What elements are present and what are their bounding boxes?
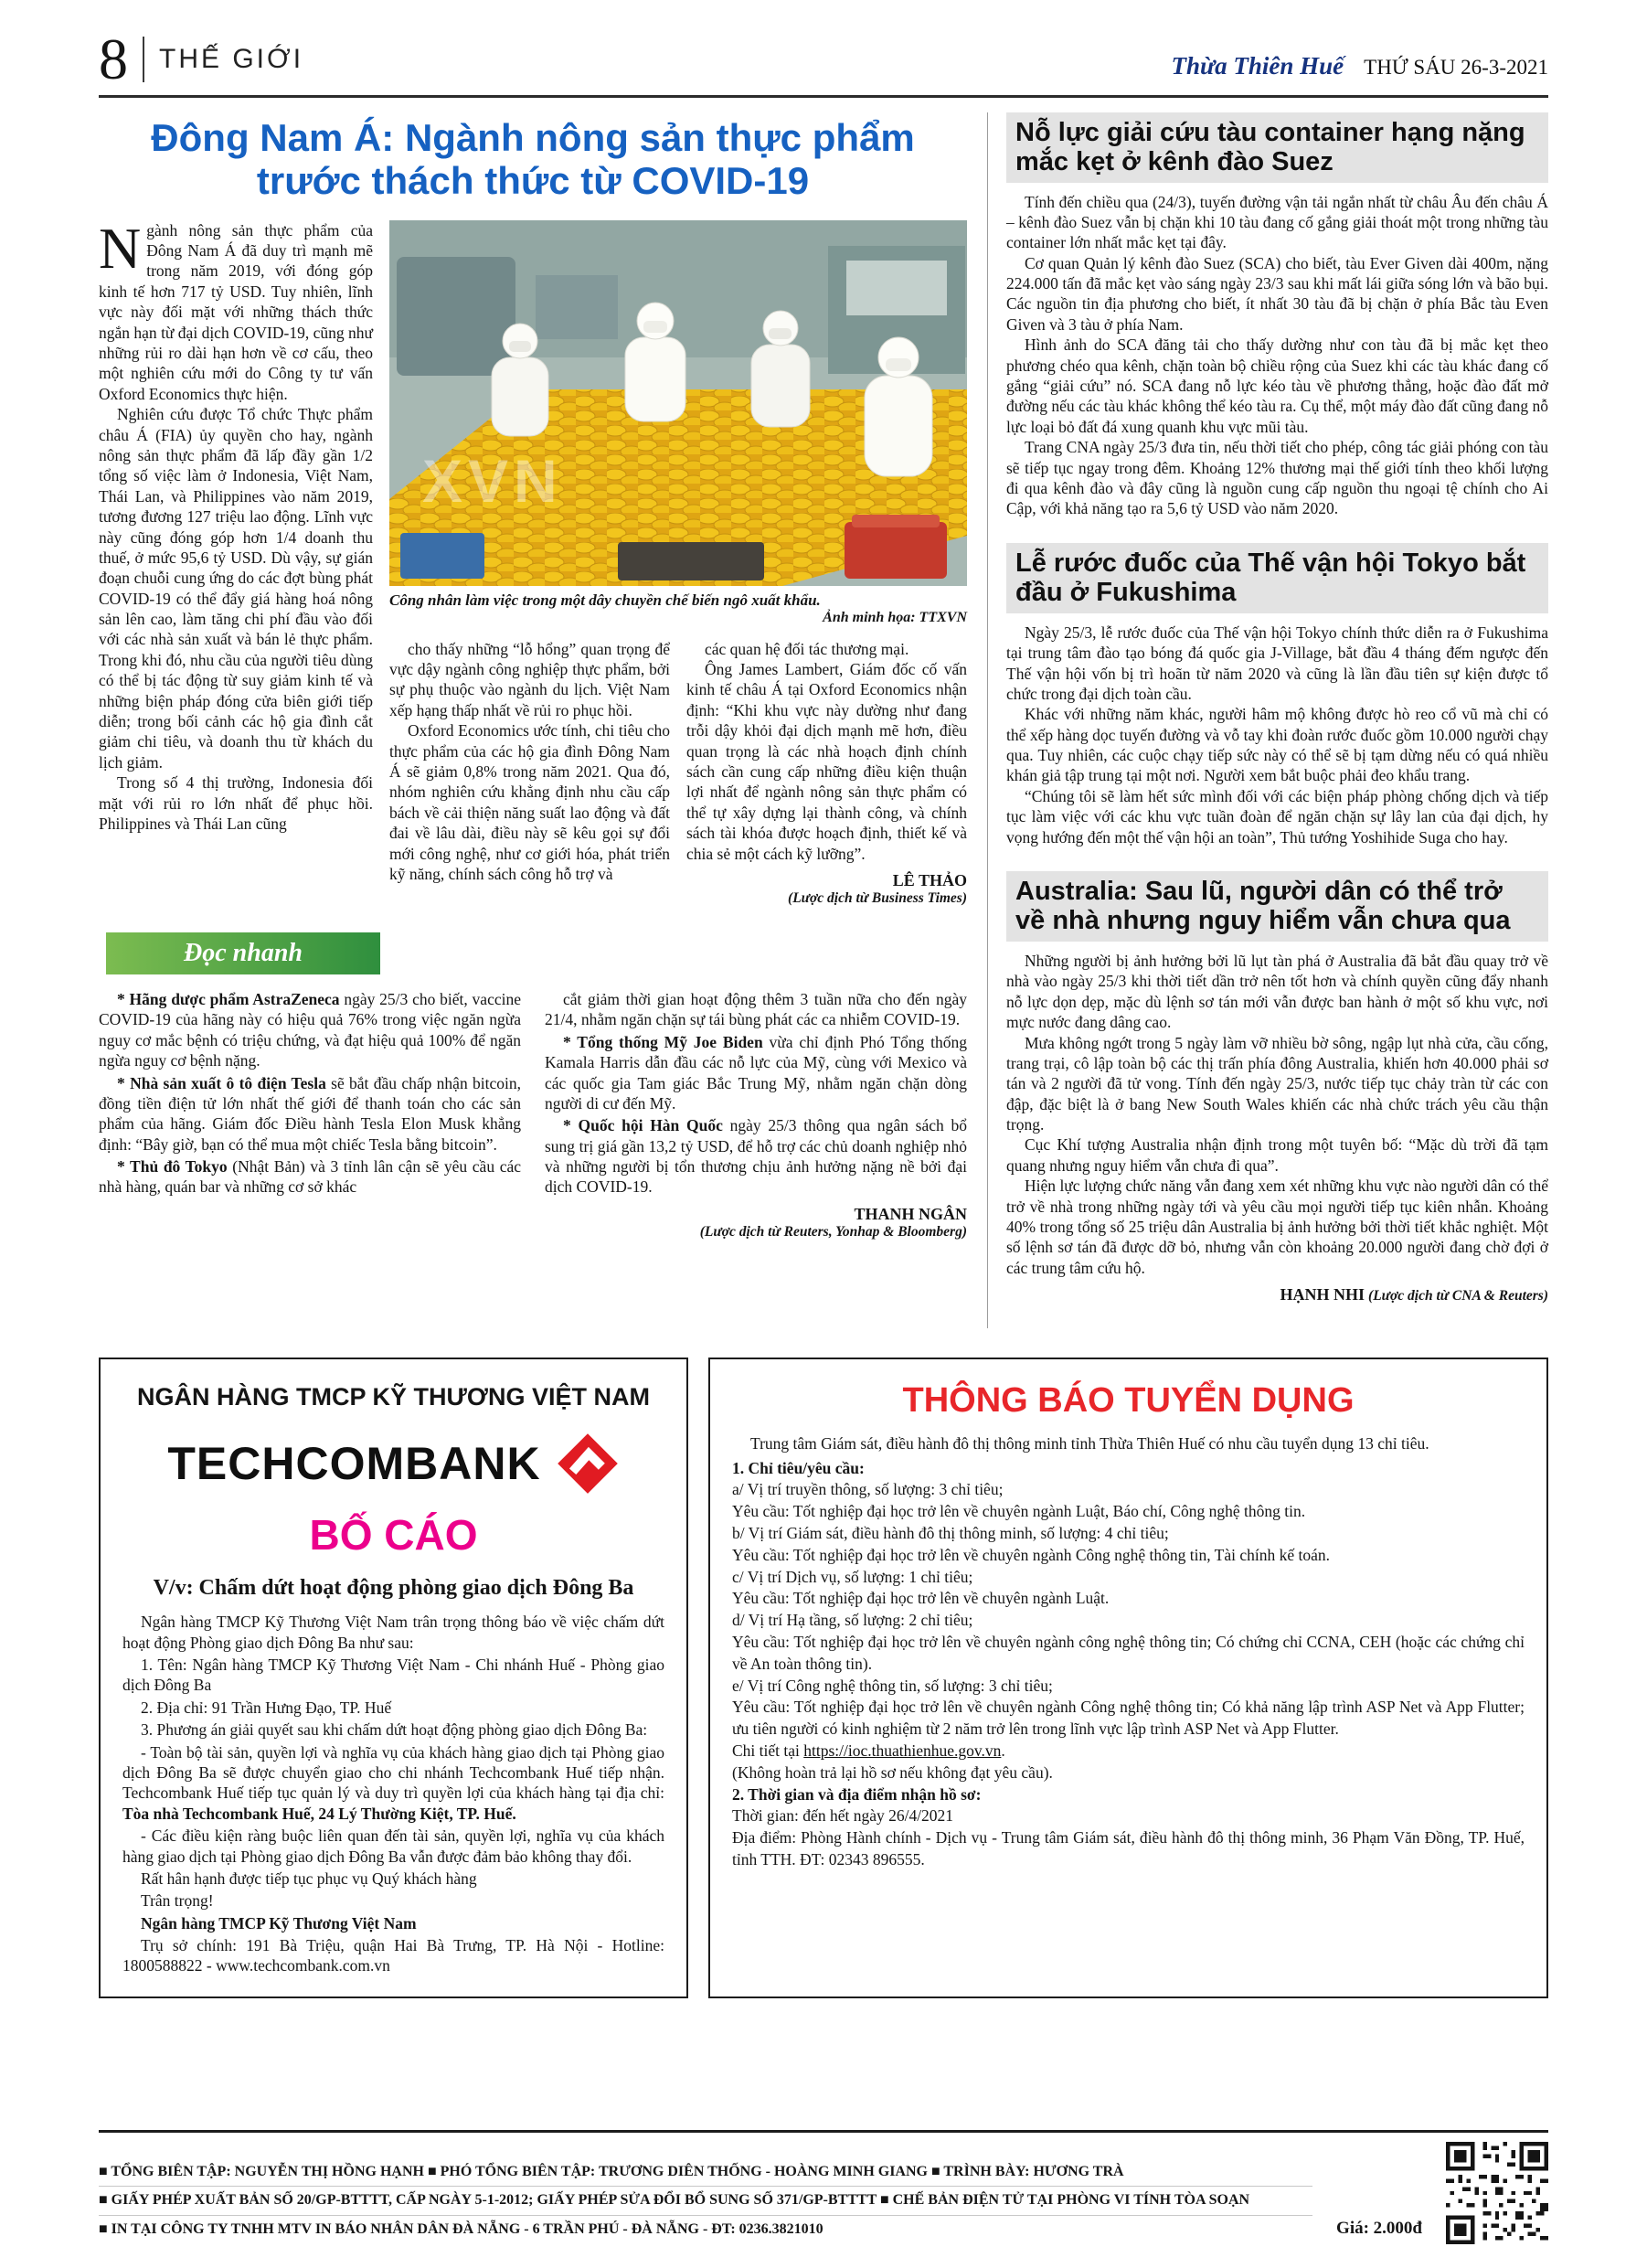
paragraph: - Toàn bộ tài sản, quyền lợi và nghĩa vụ của khách hàng giao dịch tại Phòng giao dịch Đông Ba sẽ được chuyển giao cho chi nhánh Techcombank Huế tiếp nhận. Techcombank Huế tiếp tục quản lý và duy trì quyền lợi của khách hàng tại địa chỉ: Tòa nhà Techcombank Huế, 24 Lý Thường Kiệt, TP. Huế.: [122, 1742, 664, 1823]
article-tokyo: [1006, 543, 1548, 847]
header-rule: [99, 95, 1548, 98]
paragraph: Khác với những năm khác, người hâm mộ không được hò reo cổ vũ mà chỉ có thể xếp hàng dọc tuyến đường và vỗ tay khi đoàn rước đuốc gồm 10.000 người chạy qua. Tuy nhiên, các cuộc chạy tiếp sức này có thể sẽ bị tạm dừng nếu có quá nhiều khán giả tập trung tại một nơi. Người xem bắt buộc phải đeo khẩu trang.: [1006, 705, 1548, 785]
column-3-paragraphs: [686, 639, 967, 864]
australia-byline: HẠNH NHI: [1280, 1285, 1365, 1304]
top-grid: [99, 112, 1548, 1329]
tokyo-body: [1006, 623, 1548, 847]
paragraph: Ngân hàng TMCP Kỹ Thương Việt Nam: [141, 1913, 417, 1933]
news-brief: * Quốc hội Hàn Quốc ngày 25/3 thông qua ngân sách bổ sung trị giá gần 13,2 tỷ USD, để hỗ trợ các chủ doanh nghiệp nhỏ và những người bị tổn thương chịu ảnh hưởng nặng nề bởi đại dịch COVID-19.: [545, 1116, 967, 1197]
recruitment-line: Yêu cầu: Tốt nghiệp đại học trở lên về chuyên ngành Công nghệ thông tin, Tài chính kế toán.: [732, 1545, 1331, 1564]
paragraph: Cục Khí tượng Australia nhận định trong một tuyên bố: “Mặc dù trời đã tạm quang nhưng nguy hiểm vẫn chưa đi qua”.: [1006, 1135, 1548, 1175]
recruitment-line: 2. Thời gian và địa điểm nhận hồ sơ:: [732, 1784, 982, 1804]
australia-byline-row: [1006, 1285, 1548, 1304]
doc-nhanh-section: [99, 932, 967, 1240]
suez-title: Nỗ lực giải cứu tàu container hạng nặng mắc kẹt ở kênh đào Suez: [1006, 112, 1548, 183]
recruitment-line: a/ Vị trí truyền thông, số lượng: 3 chỉ tiêu;: [732, 1480, 1004, 1499]
article-photo-image: [389, 220, 967, 586]
paragraph: Tính đến chiều qua (24/3), tuyến đường vận tải ngắn nhất từ châu Âu đến châu Á – kênh đào Suez vẫn bị chặn khi 10 tàu đang cố gắng giải thoát một trong những tàu container lớn nhất mắc kẹt tại đây.: [1006, 192, 1548, 252]
article-australia: [1006, 871, 1548, 1304]
news-brief: * Nhà sản xuất ô tô điện Tesla sẽ bắt đầu chấp nhận bitcoin, đồng tiền điện tử lớn nhất thế giới để thanh toán cho các sản phẩm của hãng. Giám đốc Điều hành Tesla Elon Musk khẳng định: “Bây giờ, bạn có thể mua một chiếc Tesla bằng bitcoin”.: [99, 1073, 521, 1154]
imprint-line: ■ TỔNG BIÊN TẬP: NGUYỄN THỊ HỒNG HẠNH ■ PHÓ TỔNG BIÊN TẬP: TRƯƠNG DIÊN THỐNG - HOÀNG MINH GIANG ■ TRÌNH BÀY: HƯƠNG TRÀ: [99, 2158, 1312, 2188]
right-column: [987, 112, 1548, 1329]
doc-nhanh-col-2-items: [545, 989, 967, 1198]
paragraph: cho thấy những “lỗ hổng” quan trọng để vực dậy ngành công nghiệp thực phẩm, bởi sự phụ thuộc vào ngành du lịch. Việt Nam xếp hạng thấp nhất về rủi ro phục hồi.: [389, 639, 670, 719]
recruitment-line: Yêu cầu: Tốt nghiệp đại học trở lên về chuyên ngành công nghệ thông tin; Có chứng chỉ CCNA, CEH (hoặc các chứng chỉ về An toàn thông tin).: [732, 1632, 1525, 1673]
recruitment-intro: Trung tâm Giám sát, điều hành đô thị thông minh tỉnh Thừa Thiên Huế có nhu cầu tuyển dụng 13 chỉ tiêu.: [750, 1434, 1429, 1453]
page-number: 8: [99, 27, 128, 91]
imprint-lines: [99, 2158, 1312, 2244]
recruitment-line: e/ Vị trí Công nghệ thông tin, số lượng: 3 chỉ tiêu;: [732, 1676, 1053, 1695]
main-title-line-1: Đông Nam Á: Ngành nông sản thực phẩm: [151, 115, 915, 159]
news-brief: * Thủ đô Tokyo (Nhật Bản) và 3 tỉnh lân cận sẽ yêu cầu các nhà hàng, quán bar và những cơ sở khác: [99, 1157, 521, 1197]
paragraph: 1. Tên: Ngân hàng TMCP Kỹ Thương Việt Nam - Chi nhánh Huế - Phòng giao dịch Đông Ba: [122, 1655, 664, 1695]
recruitment-line: b/ Vị trí Giám sát, điều hành đô thị thông minh, số lượng: 4 chỉ tiêu;: [732, 1523, 1169, 1542]
article-column-2: [389, 639, 670, 907]
paragraph: Trân trọng!: [141, 1891, 214, 1911]
recruitment-line: d/ Vị trí Hạ tầng, số lượng: 2 chỉ tiêu;: [732, 1611, 973, 1630]
article-right-block: [389, 220, 967, 907]
recruitment-ad: [708, 1358, 1548, 1998]
doc-nhanh-source: (Lược dịch từ Reuters, Yonhap & Bloomberg): [699, 1223, 967, 1240]
page-header: [99, 27, 1548, 95]
article-photo: [389, 220, 967, 626]
article-column-1: [99, 215, 373, 907]
doc-nhanh-col-1: [99, 989, 521, 1240]
news-brief: cắt giảm thời gian hoạt động thêm 3 tuần nữa cho đến ngày 21/4, nhằm ngăn chặn sự tái bùng phát các ca nhiễm COVID-19.: [545, 989, 967, 1029]
techcombank-logo: TECHCOMBANK: [167, 1438, 541, 1490]
section-title: THẾ GIỚI: [159, 43, 304, 74]
paragraph: các quan hệ đối tác thương mại.: [705, 639, 909, 658]
notice-subject: V/v: Chấm dứt hoạt động phòng giao dịch Đông Ba: [153, 1576, 634, 1601]
main-article-title: [99, 116, 967, 202]
ioc-link[interactable]: https://ioc.thuathienhue.gov.vn: [803, 1741, 1002, 1760]
article-source: (Lược dịch từ Business Times): [788, 889, 967, 906]
recruitment-line: Yêu cầu: Tốt nghiệp đại học trở lên về chuyên ngành Công nghệ thông tin; Có khả năng lập trình ASP Net và App Flutter; ưu tiên người có kinh nghiệm từ 2 năm trở lên trong lĩnh vực lập trình ASP Net và App Flutter.: [732, 1698, 1525, 1739]
photo-watermark: XVN: [422, 446, 563, 515]
lead-paragraph: [99, 215, 373, 405]
article-lower-columns: [389, 639, 967, 907]
doc-nhanh-tab: [106, 932, 380, 974]
masthead-name: Thừa Thiên Huế: [1171, 51, 1344, 80]
doc-nhanh-byline: THANH NGÂN: [854, 1204, 967, 1223]
drop-cap: N: [99, 215, 142, 281]
price-label: Giá: 2.000đ: [1336, 2219, 1422, 2238]
doc-nhanh-title: Đọc nhanh: [184, 938, 303, 967]
paragraph: Hình ảnh do SCA đăng tải cho thấy dường như con tàu đã bị mắc kẹt theo phương chéo qua kênh, chặn toàn bộ chiều rộng của Suez khi các tàu khác đang cố gắng “giải cứu” nó. SCA đang nỗ lực kéo tàu về phương thẳng, hoặc đào đất mở đường nếu các tàu khác không thể kéo tàu ra. Cụ thể, một máy đào đất cũng đang nỗ lực loại bỏ đất đá xung quanh khu vực mũi tàu.: [1006, 335, 1548, 436]
photo-credit: Ảnh minh họa: TTXVN: [823, 609, 967, 625]
paragraph: 3. Phương án giải quyết sau khi chấm dứt hoạt động phòng giao dịch Đông Ba:: [141, 1720, 648, 1740]
tokyo-title: Lễ rước đuốc của Thế vận hội Tokyo bắt đầu ở Fukushima: [1006, 543, 1548, 613]
recruitment-title: THÔNG BÁO TUYỂN DỤNG: [902, 1381, 1355, 1421]
doc-nhanh-columns: [99, 989, 967, 1240]
paragraph: Những người bị ảnh hưởng bởi lũ lụt tàn phá ở Australia đã bắt đầu quay trở về nhà vào ngày 25/3 khi thời tiết dần trở nên tốt hơn và chính quyền cũng đẩy nhanh nỗ lực dọn dẹp, mặc dù lệnh sơ tán mới vẫn được ban hành ở một số khu vực, nơi mực nước đang dâng cao.: [1006, 951, 1548, 1032]
paragraph: - Các điều kiện ràng buộc liên quan đến tài sản, quyền lợi, nghĩa vụ của khách hàng giao dịch tại Phòng giao dịch Đông Ba vẫn được đảm bảo không thay đổi.: [122, 1826, 664, 1866]
recruitment-line: c/ Vị trí Dịch vụ, số lượng: 1 chỉ tiêu;: [732, 1567, 973, 1586]
paragraph: Ngân hàng TMCP Kỹ Thương Việt Nam trân trọng thông báo về việc chấm dứt hoạt động Phòng giao dịch Đông Ba như sau:: [122, 1613, 664, 1652]
header-right: [1171, 52, 1548, 86]
recruitment-body: [732, 1458, 1525, 1871]
imprint-line: ■ IN TẠI CÔNG TY TNHH MTV IN BÁO NHÂN DÂN ĐÀ NẴNG - 6 TRẦN PHÚ - ĐÀ NẴNG - ĐT: 0236.3821010: [99, 2221, 824, 2238]
paragraph: Cơ quan Quản lý kênh đào Suez (SCA) cho biết, tàu Ever Given dài 400m, nặng 224.000 tấn đã mắc kẹt vào sáng ngày 23/3 sau khi mất lái giữa sóng lớn và bão bụi. Các nguồn tin địa phương cho biết, ít nhất 30 tàu đã bị chặn ở phía Bắc tàu Even Given và 3 tàu ở phía Nam.: [1006, 253, 1548, 334]
page-footer: [99, 2130, 1548, 2244]
recruitment-line: Yêu cầu: Tốt nghiệp đại học trở lên về chuyên ngành Luật.: [732, 1589, 1110, 1608]
header-divider: [143, 37, 144, 82]
paragraph: Trang CNA ngày 25/3 đưa tin, nếu thời tiết cho phép, công tác giải phóng con tàu sẽ tiếp tục ngay trong đêm. Khoảng 12% thương mại thế giới tính theo khối lượng đi qua kênh đào và đây cũng là nguồn cung cấp nguồn thu ngoại tệ chính cho Ai Cập, với khả năng tạo ra 5,6 tỷ USD vào năm 2020.: [1006, 438, 1548, 518]
issue-date: THỨ SÁU 26-3-2021: [1364, 55, 1548, 79]
news-brief: * Tổng thống Mỹ Joe Biden vừa chỉ định Phó Tổng thống Kamala Harris dẫn đầu các nỗ lực của Mỹ, cùng với Mexico và các quốc gia Tam giác Bắc Trung Mỹ, nhằm ngăn chặn dòng người di cư đến Mỹ.: [545, 1032, 967, 1113]
recruitment-line: Địa điểm: Phòng Hành chính - Dịch vụ - Trung tâm Giám sát, điều hành đô thị thông minh, 36 Phạm Văn Đồng, TP. Huế, tỉnh TTH. ĐT: 02343 896555.: [732, 1828, 1525, 1869]
australia-body: [1006, 951, 1548, 1278]
qr-code: [1446, 2142, 1548, 2244]
header-left: [99, 27, 304, 91]
techcombank-logo-row: [122, 1432, 664, 1496]
paragraph: Ngày 25/3, lễ rước đuốc của Thế vận hội Tokyo chính thức diễn ra ở Fukushima tại trung tâm đào tạo bóng đá quốc gia J-Village, bắt đầu 4 tháng đếm ngược đến Thế vận hội vốn bị trì hoãn từ năm 2020 và cũng là lần đầu tiên sự kiện được tổ chức trong đại dịch toàn cầu.: [1006, 623, 1548, 703]
paragraph: Hiện lực lượng chức năng vẫn đang xem xét những khu vực nào người dân có thể trở về nhà trong những ngày tới và yêu cầu mọi người tiếp tục kiên nhẫn. Khoảng 40% trong tổng số 25 triệu dân Australia bị ảnh hưởng bởi thời tiết khắc nghiệt. Một số lệnh sơ tán đã được dỡ bỏ, nhưng vẫn còn khoảng 20.000 người đang chờ đợi ở các trung tâm cứu hộ.: [1006, 1177, 1548, 1277]
article-byline: LÊ THẢO: [892, 870, 967, 889]
paragraph: “Chúng tôi sẽ làm hết sức mình đối với các biện pháp phòng chống dịch và tiếp tục làm việc với các khu vực tuần đoàn để ngăn chặn sự lây lan của đại dịch, hy vọng hướng đến một thế vận hội an toàn”, Thủ tướng Yoshihide Suga cho hay.: [1006, 786, 1548, 847]
techcombank-bank-name: NGÂN HÀNG TMCP KỸ THƯƠNG VIỆT NAM: [137, 1383, 650, 1411]
doc-nhanh-col-2: [545, 989, 967, 1240]
paragraph: Trong số 4 thị trường, Indonesia đối mặt với rủi ro lớn nhất để phục hồi. Philippines và Thái Lan cũng: [99, 773, 373, 833]
techcombank-ad: [99, 1358, 688, 1998]
paragraph: Rất hân hạnh được tiếp tục phục vụ Quý khách hàng: [141, 1869, 477, 1888]
paragraph: Mưa không ngớt trong 5 ngày làm vỡ nhiều bờ sông, ngập lụt nhà cửa, cầu cống, trang trại, cô lập toàn bộ các thị trấn phía đông Australia, khiến hơn 40.000 phải sơ tán và 2 người đã tử vong. Tính đến ngày 25/3, nước tiếp tục chảy tràn từ các con đập, đặc biệt là ở bang New South Wales khiến các nhà chức trách yêu cầu thận trọng.: [1006, 1033, 1548, 1134]
photo-caption: Công nhân làm việc trong một dây chuyền chế biến ngô xuất khẩu.: [389, 591, 821, 609]
techcombank-logo-icon: [556, 1432, 620, 1496]
paragraph: 2. Địa chỉ: 91 Trần Hưng Đạo, TP. Huế: [141, 1698, 392, 1717]
recruitment-line: Thời gian: đến hết ngày 26/4/2021: [732, 1806, 954, 1826]
recruitment-line: Chi tiết tại https://ioc.thuathienhue.gov.vn.: [732, 1741, 1005, 1760]
paragraph: Ông James Lambert, Giám đốc cố vấn kinh tế châu Á tại Oxford Economics nhận định: “Khi khu vực này dường như đang trỗi dậy khỏi đại dịch mạnh mẽ hơn, điều quan trọng là các nhà hoạch định chính sách cần cung cấp những điều kiện thuận lợi nhất để ngành nông sản thực phẩm có thể tự xây dựng lại thành công, và chính sách tài khóa được hoạch định, thiết kế và chia sẻ một cách kỹ lưỡng”.: [686, 660, 967, 863]
suez-body: [1006, 192, 1548, 519]
ads-row: [99, 1358, 1548, 1998]
paragraph: Nghiên cứu được Tổ chức Thực phẩm châu Á (FIA) ủy quyền cho hay, ngành nông sản thực phẩm đã lấp đầy gần 1/2 tổng số việc làm ở Indonesia, Việt Nam, Thái Lan, và Philippines vào năm 2019, tương đương 127 triệu lao động. Lĩnh vực này cũng đóng góp hơn 1/4 doanh thu thuế, ở mức 95,6 tỷ USD. Dù vậy, sự gián đoạn chuỗi cung ứng do các đợt bùng phát COVID-19 có thể đẩy giá hàng hoá nông sản lên cao, làm tăng chi phí đầu vào đối với các nhà sản xuất và bán lẻ thực phẩm. Trong khi đó, nhu cầu của người tiêu dùng có thể bị tác động từ suy giảm kinh tế và những biện pháp đóng cửa biên giới tiếp diễn; trong bối cảnh các hộ gia đình cắt giảm chi tiêu, và doanh thu từ khách du lịch giảm.: [99, 405, 373, 772]
lead-paragraph-text: gành nông sản thực phẩm của Đông Nam Á đã duy trì mạnh mẽ trong năm 2019, với đóng góp kinh tế hơn 717 tỷ USD. Tuy nhiên, lĩnh vực này đối mặt với những thách thức ngắn hạn từ đại dịch COVID-19, cũng như những rủi ro dài hạn hơn về cơ cấu, theo một nghiên cứu mới do Công ty tư vấn Oxford Economics thực hiện.: [99, 220, 373, 403]
main-article: [99, 112, 967, 1329]
photo-caption-block: [389, 591, 967, 626]
recruitment-line: 1. Chỉ tiêu/yêu cầu:: [732, 1458, 865, 1477]
paragraph: Oxford Economics ước tính, chi tiêu cho thực phẩm của các hộ gia đình Đông Nam Á sẽ giảm 0,8% trong năm 2021. Qua đó, nhóm nghiên cứu khẳng định nhu cầu cấp bách về cải thiện năng suất lao động và đất đai về lâu dài, điều này sẽ kêu gọi sự đổi mới công nghệ, như cơ giới hóa, phát triển kỹ năng, chính sách công hỗ trợ và: [389, 721, 670, 883]
recruitment-line: (Không hoàn trả lại hồ sơ nếu không đạt yêu cầu).: [732, 1762, 1053, 1782]
techcombank-notice-body: [122, 1612, 664, 1976]
news-brief: * Hãng dược phẩm AstraZeneca ngày 25/3 cho biết, vaccine COVID-19 của hãng này có hiệu quả 76% trong việc ngăn ngừa nguy cơ mắc bệnh có triệu chứng, và đạt hiệu quả 100% để ngăn ngừa nguy cơ bệnh nặng.: [99, 989, 521, 1070]
australia-title: Australia: Sau lũ, người dân có thể trở về nhà nhưng nguy hiểm vẫn chưa qua: [1006, 871, 1548, 942]
article-column-3: [686, 639, 967, 907]
main-article-body: [99, 215, 967, 907]
australia-source: (Lược dịch từ CNA & Reuters): [1368, 1288, 1548, 1304]
bo-cao-heading: BỐ CÁO: [309, 1511, 478, 1560]
article-suez: [1006, 112, 1548, 519]
paragraph: Trụ sở chính: 191 Bà Triệu, quận Hai Bà Trưng, TP. Hà Nội - Hotline: 1800588822 - www.techcombank.com.vn: [122, 1936, 664, 1975]
imprint-line: ■ GIẤY PHÉP XUẤT BẢN SỐ 20/GP-BTTTT, CẤP NGÀY 5-1-2012; GIẤY PHÉP SỬA ĐỔI BỔ SUNG SỐ 371/GP-BTTTT ■ CHẾ BẢN ĐIỆN TỬ TẠI PHÒNG VI TÍNH TÒA SOẠN: [99, 2187, 1312, 2216]
recruitment-line: Yêu cầu: Tốt nghiệp đại học trở lên về chuyên ngành Luật, Báo chí, Công nghệ thông tin.: [732, 1502, 1306, 1521]
column-1-paragraphs: [99, 404, 373, 834]
main-title-line-2: trước thách thức từ COVID-19: [256, 158, 810, 202]
